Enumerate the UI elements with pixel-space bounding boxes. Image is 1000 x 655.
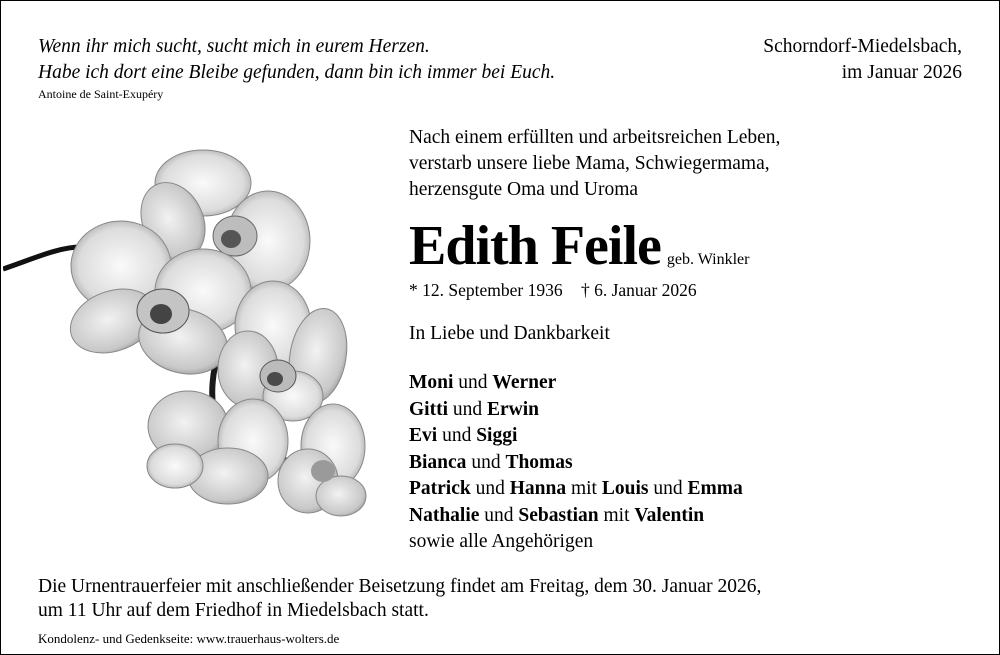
deceased-name-row xyxy=(409,214,749,278)
family-member-name: Werner xyxy=(492,372,557,393)
family-connector: mit xyxy=(598,504,635,526)
family-member-name: Nathalie xyxy=(409,504,480,526)
family-connector: mit xyxy=(566,478,602,499)
service-line: Die Urnentrauerfeier mit anschließender Beisetzung findet am Freitag, dem 30. Januar 2026, xyxy=(38,576,762,597)
date-line: im Januar 2026 xyxy=(841,62,962,83)
family-member-name: Hanna xyxy=(509,478,567,499)
place-line: Schorndorf-Miedelsbach, xyxy=(763,36,962,57)
family-connector: und xyxy=(453,372,493,393)
family-member-name: Evi xyxy=(409,425,438,446)
family-connector: und xyxy=(448,398,487,420)
birth-date: * 12. September 1936 xyxy=(409,280,563,300)
quote xyxy=(38,34,555,86)
family-member-name: Patrick xyxy=(409,478,471,499)
family-member-name: Bianca xyxy=(409,451,467,473)
quote-author: Antoine de Saint-Exupéry xyxy=(38,87,164,101)
service-info xyxy=(38,575,761,623)
family-connector: und xyxy=(437,425,477,446)
family-member-name: Siggi xyxy=(476,425,518,446)
family-line xyxy=(409,476,743,503)
family-line xyxy=(409,529,743,556)
family-member-name: Emma xyxy=(687,478,743,499)
quote-line: Habe ich dort eine Bleibe gefunden, dann bin ich immer bei Euch. xyxy=(38,62,556,83)
intro-line: verstarb unsere liebe Mama, Schwiegermama, xyxy=(409,153,770,174)
family-line xyxy=(409,397,743,424)
family-connector: und xyxy=(479,504,519,526)
family-connector: und xyxy=(466,451,506,473)
intro-line: Nach einem erfüllten und arbeitsreichen Leben, xyxy=(409,127,781,148)
intro-text xyxy=(409,125,780,203)
family-member-name: Louis xyxy=(601,478,649,499)
family-list xyxy=(409,370,743,556)
family-member-name: Sebastian xyxy=(518,504,599,526)
family-member-name: Erwin xyxy=(487,398,540,420)
family-member-name: Thomas xyxy=(505,451,573,473)
family-line xyxy=(409,450,743,477)
condolence-line: Kondolenz- und Gedenkseite: www.trauerhaus-wolters.de xyxy=(38,631,340,646)
family-line xyxy=(409,503,743,530)
service-line: um 11 Uhr auf dem Friedhof in Miedelsbach statt. xyxy=(38,600,429,621)
orchid-icon xyxy=(3,141,373,531)
life-dates xyxy=(409,280,711,301)
family-connector: und xyxy=(648,478,688,499)
family-connector: und xyxy=(470,478,510,499)
family-member-name: Valentin xyxy=(634,504,705,526)
family-line xyxy=(409,370,743,397)
family-member-name: Gitti xyxy=(409,398,448,420)
quote-line: Wenn ihr mich sucht, sucht mich in eurem Herzen. xyxy=(38,36,430,57)
family-member-name: Moni xyxy=(409,372,454,393)
death-date: † 6. Januar 2026 xyxy=(580,280,697,300)
deceased-name: Edith Feile xyxy=(409,215,661,277)
intro-line: herzensgute Oma und Uroma xyxy=(409,179,639,200)
family-line xyxy=(409,423,743,450)
thanks-line: In Liebe und Dankbarkeit xyxy=(409,323,610,344)
birth-name: geb. Winkler xyxy=(666,251,750,268)
family-connector: sowie alle Angehörigen xyxy=(409,531,594,552)
place-date xyxy=(763,34,962,86)
